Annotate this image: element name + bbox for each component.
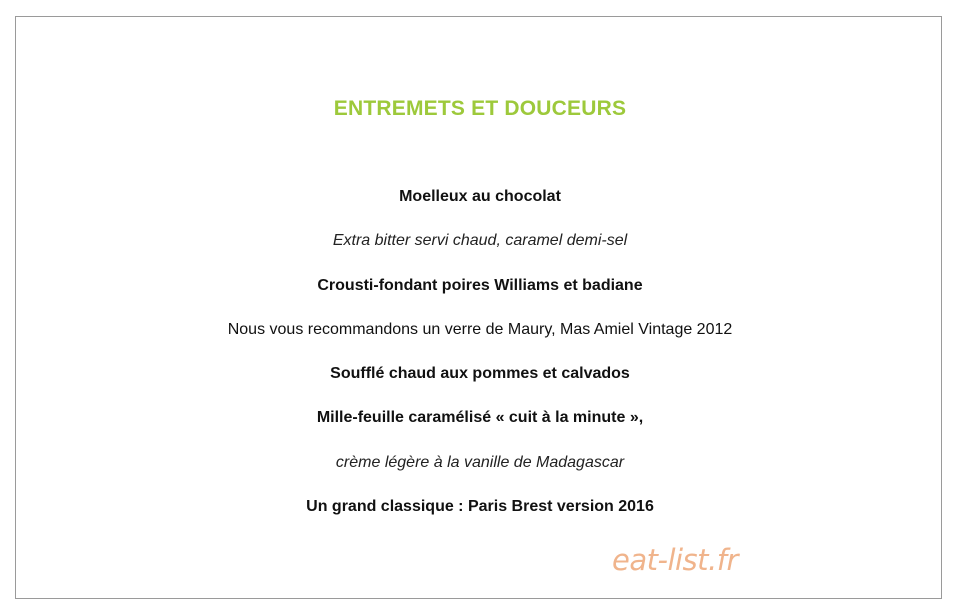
menu-item-moelleux-description: Extra bitter servi chaud, caramel demi-sel <box>332 232 628 249</box>
menu-item-moelleux: Moelleux au chocolat <box>399 188 561 205</box>
menu-item-mille-feuille: Mille-feuille caramélisé « cuit à la minute », <box>316 409 644 426</box>
menu-item-mille-feuille-description: crème légère à la vanille de Madagascar <box>335 454 625 471</box>
menu-item-souffle: Soufflé chaud aux pommes et calvados <box>330 365 630 382</box>
menu-item-paris-brest: Un grand classique : Paris Brest version 2016 <box>306 498 654 515</box>
site-watermark: eat-list.fr <box>612 543 738 577</box>
menu-section-title: ENTREMETS ET DOUCEURS <box>333 97 627 120</box>
menu-item-crousti-fondant: Crousti-fondant poires Williams et badiane <box>317 277 643 294</box>
wine-recommendation: Nous vous recommandons un verre de Maury, Mas Amiel Vintage 2012 <box>227 321 733 338</box>
